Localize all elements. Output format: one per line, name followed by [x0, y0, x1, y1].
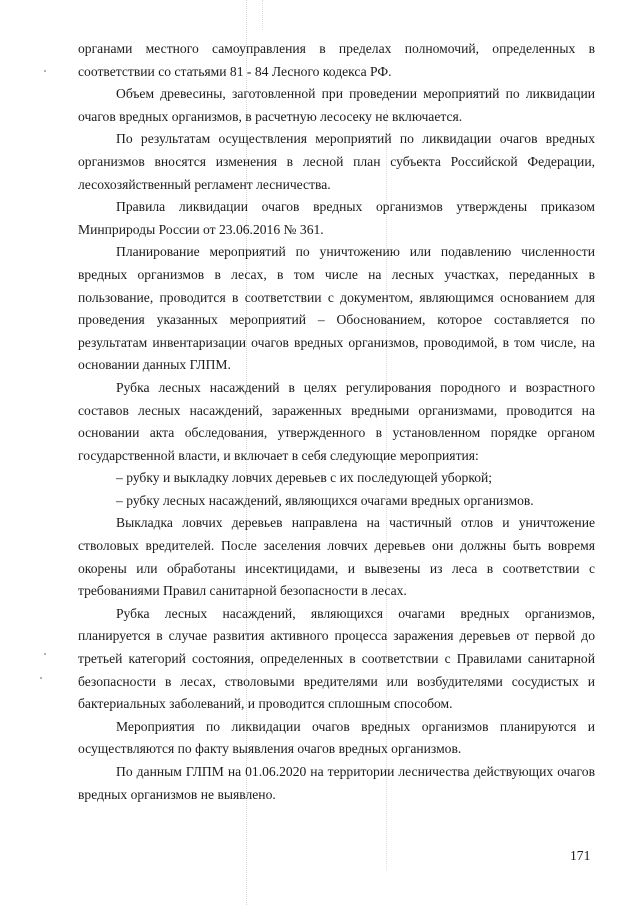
paragraph: По данным ГЛПМ на 01.06.2020 на территории лесничества действующих очагов вредных организмов не выявлено. [78, 764, 595, 802]
list-item: – рубку и выкладку ловчих деревьев с их последующей уборкой; [116, 470, 493, 486]
document-page [78, 38, 595, 806]
paragraph: Планирование мероприятий по уничтожению или подавлению численности вредных организмов в лесах, в том числе на лесных участках, переданных в пользование, проводится в соответствии с документом, являющимся основанием для проведения указанных мероприятий – Обоснованием, которое составляется по результатам инвентаризации очагов вредных организмов, проводимой, в том числе, на основании данных ГЛПМ. [78, 244, 595, 373]
scan-artifact [44, 70, 46, 72]
list-item: – рубку лесных насаждений, являющихся очагами вредных организмов. [116, 492, 534, 508]
paragraph: Рубка лесных насаждений в целях регулирования породного и возрастного составов лесных насаждений, зараженных вредными организмами, проводится на основании акта обследования, утвержденного в установленном порядке органом государственной власти, и включает в себя следующие мероприятия: [78, 379, 595, 463]
paragraph: Правила ликвидации очагов вредных организмов утверждены приказом Минприроды России от 23.06.2016 № 361. [78, 199, 595, 237]
paragraph: органами местного самоуправления в пределах полномочий, определенных в соответствии со статьями 81 - 84 Лесного кодекса РФ. [78, 41, 595, 79]
scan-artifact [262, 0, 263, 30]
paragraph: Рубка лесных насаждений, являющихся очагами вредных организмов, планируется в случае развития активного процесса заражения деревьев от первой до третьей категорий состояния, определенных в соответствии с Правилами санитарной безопасности в лесах, стволовыми вредителями или возбудителями сосудистых и бактериальных заболеваний, и проводится сплошным способом. [78, 605, 595, 712]
page-number: 171 [570, 848, 591, 863]
paragraph: По результатам осуществления мероприятий по ликвидации очагов вредных организмов вносятся изменения в лесной план субъекта Российской Федерации, лесохозяйственный регламент лесничества. [78, 131, 595, 192]
paragraph: Мероприятия по ликвидации очагов вредных организмов планируются и осуществляются по факту выявления очагов вредных организмов. [78, 718, 595, 757]
scan-artifact [44, 653, 46, 655]
paragraph: Объем древесины, заготовленной при проведении мероприятий по ликвидации очагов вредных организмов, в расчетную лесосеку не включается. [78, 86, 595, 124]
scan-artifact [40, 677, 42, 679]
paragraph: Выкладка ловчих деревьев направлена на частичный отлов и уничтожение стволовых вредителей. После заселения ловчих деревьев они должны быть вовремя окорены или обработаны инсектицидами, и вывезены из леса в соответствии с требованиями Правил санитарной безопасности в лесах. [78, 515, 595, 599]
